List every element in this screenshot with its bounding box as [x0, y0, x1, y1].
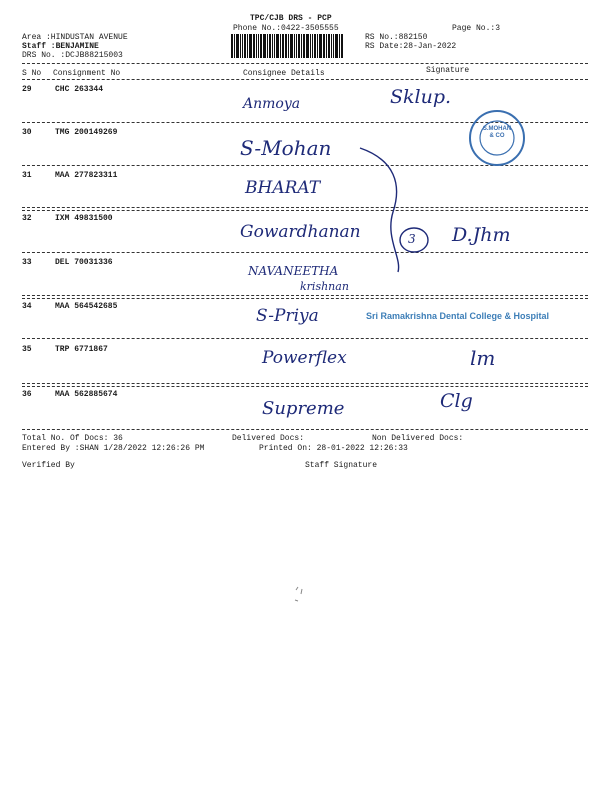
consignee-handwriting: S-Priya: [256, 306, 319, 326]
signature-handwriting: Clg: [440, 390, 473, 412]
rs-number: RS No.:882150: [365, 33, 428, 42]
row-sno: 35: [22, 345, 32, 354]
non-delivered-docs: Non Delivered Docs:: [372, 434, 464, 443]
row-consignment: MAA 277823311: [55, 171, 118, 180]
consignee-handwriting: Supreme: [262, 398, 345, 419]
consignee-handwriting: Anmoya: [243, 96, 301, 112]
consignee-handwriting: Gowardhanan: [240, 222, 361, 242]
signature-handwriting: lm: [470, 346, 496, 370]
faint-mark: [295, 587, 302, 601]
row-sno: 29: [22, 85, 32, 94]
row-consignment: DEL 70031336: [55, 258, 113, 267]
staff-label: Staff :BENJAMINE: [22, 42, 99, 51]
row-sno: 33: [22, 258, 32, 267]
col-sno: S No: [22, 69, 42, 78]
row-consignment: CHC 263344: [55, 85, 104, 94]
col-signature: Signature: [426, 66, 470, 75]
ink-bracket-stroke: [360, 148, 399, 272]
row-consignment: MAA 564542685: [55, 302, 118, 311]
hospital-stamp-text: Sri Ramakrishna Dental College & Hospital: [366, 311, 550, 321]
printed-on: Printed On: 28-01-2022 12:26:33: [259, 444, 408, 453]
col-consignment: Consignment No: [53, 69, 121, 78]
verified-by: Verified By: [22, 461, 75, 470]
row-consignment: TRP 6771867: [55, 345, 108, 354]
consignee-handwriting: NAVANEETHA: [248, 264, 339, 278]
delivered-docs: Delivered Docs:: [232, 434, 305, 443]
phone-number: Phone No.:0422-3505555: [233, 24, 339, 33]
area-label: Area :HINDUSTAN AVENUE: [22, 33, 128, 42]
consignee-handwriting: BHARAT: [245, 178, 321, 198]
row-sno: 31: [22, 171, 32, 180]
page-number: Page No.:3: [452, 24, 501, 33]
row-consignment: MAA 562885674: [55, 390, 118, 399]
signature-handwriting: D.Jhm: [452, 224, 511, 246]
signature-handwriting: Sklup.: [390, 86, 452, 108]
company-stamp-text: S.MOHAN & CO: [482, 126, 512, 139]
circled-mark-number: 3: [408, 232, 416, 246]
consignee-handwriting: S-Mohan: [240, 136, 332, 160]
col-consignee: Consignee Details: [243, 69, 325, 78]
row-sno: 32: [22, 214, 32, 223]
row-consignment: IXM 49831500: [55, 214, 113, 223]
staff-signature: Staff Signature: [305, 461, 378, 470]
consignee-handwriting-line2: krishnan: [300, 280, 349, 293]
entered-by: Entered By :SHAN 1/28/2022 12:26:26 PM: [22, 444, 205, 453]
drs-number: DRS No. :DCJB88215003: [22, 51, 123, 60]
total-docs: Total No. Of Docs: 36: [22, 434, 123, 443]
rs-date: RS Date:28-Jan-2022: [365, 42, 457, 51]
row-sno: 30: [22, 128, 32, 137]
doc-title: TPC/CJB DRS - PCP: [250, 14, 332, 23]
row-sno: 34: [22, 302, 32, 311]
consignee-handwriting: Powerflex: [262, 348, 347, 368]
row-sno: 36: [22, 390, 32, 399]
row-consignment: TMG 200149269: [55, 128, 118, 137]
